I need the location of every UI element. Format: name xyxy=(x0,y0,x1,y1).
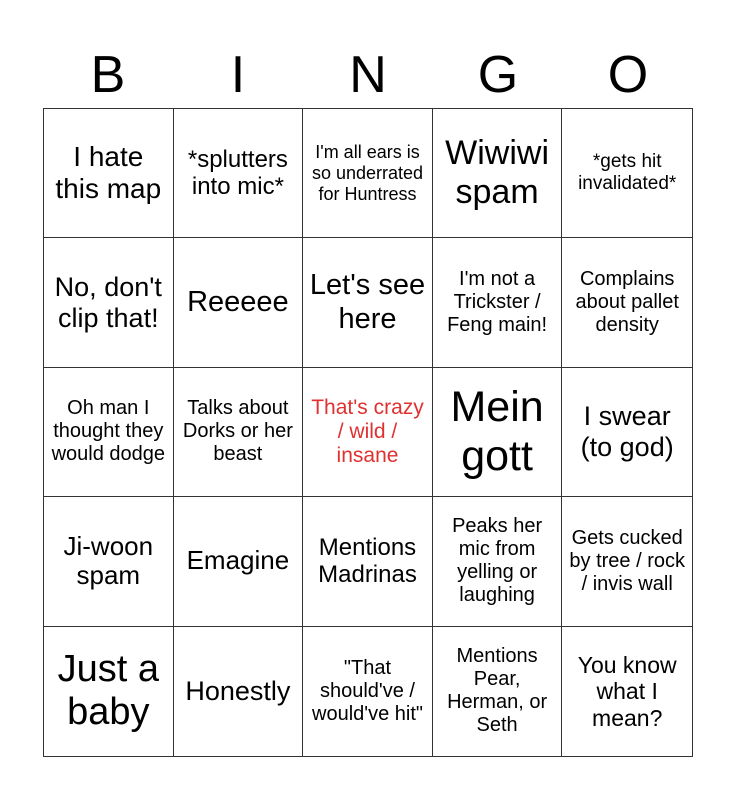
header-letter-o: O xyxy=(607,46,649,104)
bingo-cell-r4c5[interactable]: Gets cucked by tree / rock / invis wall xyxy=(562,497,692,626)
bingo-cell-r3c5[interactable]: I swear (to god) xyxy=(562,368,692,497)
bingo-cell-r4c2[interactable]: Emagine xyxy=(174,497,304,626)
bingo-cell-r2c2[interactable]: Reeeee xyxy=(174,238,304,367)
bingo-cell-r5c2[interactable]: Honestly xyxy=(174,627,304,756)
bingo-cell-r4c4[interactable]: Peaks her mic from yelling or laughing xyxy=(433,497,563,626)
bingo-cell-r5c4[interactable]: Mentions Pear, Herman, or Seth xyxy=(433,627,563,756)
header-letter-b: B xyxy=(90,46,126,104)
bingo-cell-r1c1[interactable]: I hate this map xyxy=(44,109,174,238)
bingo-board xyxy=(43,108,693,757)
header-letter-i: I xyxy=(230,46,246,104)
bingo-cell-r3c1[interactable]: Oh man I thought they would dodge xyxy=(44,368,174,497)
bingo-cell-r2c1[interactable]: No, don't clip that! xyxy=(44,238,174,367)
bingo-cell-r1c3[interactable]: I'm all ears is so underrated for Huntress xyxy=(303,109,433,238)
bingo-cell-r3c4[interactable]: Mein gott xyxy=(433,368,563,497)
bingo-header xyxy=(43,42,693,108)
bingo-cell-r2c5[interactable]: Complains about pallet density xyxy=(562,238,692,367)
bingo-cell-r5c3[interactable]: "That should've / would've hit" xyxy=(303,627,433,756)
header-letter-n: N xyxy=(349,46,387,104)
bingo-cell-r2c3[interactable]: Let's see here xyxy=(303,238,433,367)
bingo-cell-r5c1[interactable]: Just a baby xyxy=(44,627,174,756)
header-letter-g: G xyxy=(477,46,519,104)
bingo-cell-r2c4[interactable]: I'm not a Trickster / Feng main! xyxy=(433,238,563,367)
bingo-cell-r5c5[interactable]: You know what I mean? xyxy=(577,651,677,731)
bingo-cell-r1c5[interactable]: *gets hit invalidated* xyxy=(562,109,692,238)
bingo-cell-r1c4[interactable]: Wiwiwi spam xyxy=(433,109,563,238)
bingo-cell-r1c2[interactable]: *splutters into mic* xyxy=(174,109,304,238)
bingo-cell-r4c3[interactable]: Mentions Madrinas xyxy=(303,497,433,626)
bingo-cell-r4c1[interactable]: Ji-woon spam xyxy=(44,497,174,626)
bingo-cell-r3c3-center[interactable]: That's crazy / wild / insane xyxy=(303,368,433,497)
bingo-cell-r3c2[interactable]: Talks about Dorks or her beast xyxy=(174,368,304,497)
